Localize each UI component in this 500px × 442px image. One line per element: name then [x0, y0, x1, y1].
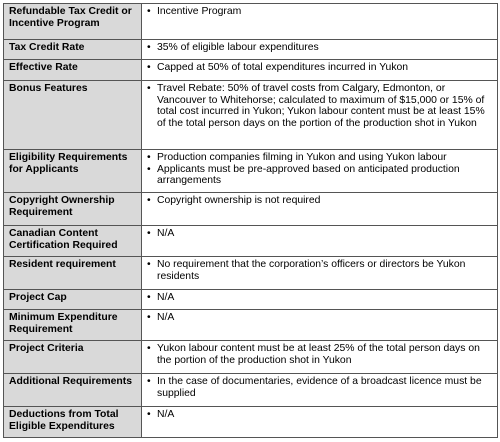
- row-value: [142, 374, 497, 406]
- incentive-table: [3, 3, 498, 438]
- list-item: [147, 312, 493, 324]
- bullet-icon: •: [147, 376, 151, 387]
- item-text: In the case of documentaries, evidence of a broadcast licence must be supplied: [157, 376, 482, 399]
- bullet-icon: •: [147, 409, 151, 420]
- item-text: N/A: [157, 409, 175, 420]
- row-value: [142, 407, 497, 437]
- item-text: 35% of eligible labour expenditures: [157, 42, 319, 53]
- item-text: Yukon labour content must be at least 25% of the total person days on the portion of the production shot in Yukon: [157, 343, 480, 366]
- bullet-icon: •: [147, 259, 151, 270]
- list-item: [147, 152, 493, 164]
- table-row: [4, 225, 497, 256]
- list-item: [147, 409, 493, 421]
- list-item: [147, 62, 493, 74]
- table-row: [4, 80, 497, 149]
- list-item: [147, 164, 493, 187]
- bullet-icon: •: [147, 42, 151, 53]
- item-text: No requirement that the corporation’s officers or directors be Yukon residents: [157, 259, 466, 282]
- row-label: Project Criteria: [4, 341, 142, 373]
- list-item: [147, 343, 493, 366]
- row-label: Resident requirement: [4, 257, 142, 289]
- row-label: Canadian Content Certification Required: [4, 226, 142, 256]
- item-text: N/A: [157, 312, 175, 323]
- row-value: [142, 40, 497, 59]
- row-label: Deductions from Total Eligible Expenditures: [4, 407, 142, 437]
- bullet-icon: •: [147, 292, 151, 303]
- list-item: [147, 376, 493, 399]
- row-value: [142, 193, 497, 225]
- table-row: [4, 4, 497, 39]
- list-item: [147, 228, 493, 240]
- row-value: [142, 226, 497, 256]
- item-text: Copyright ownership is not required: [157, 195, 321, 206]
- bullet-icon: •: [147, 312, 151, 323]
- row-label: Copyright Ownership Requirement: [4, 193, 142, 225]
- row-value: [142, 257, 497, 289]
- bullet-icon: •: [147, 6, 151, 17]
- bullet-icon: •: [147, 228, 151, 239]
- row-label: Project Cap: [4, 290, 142, 309]
- row-label: Effective Rate: [4, 60, 142, 80]
- bullet-icon: •: [147, 62, 151, 73]
- table-row: [4, 340, 497, 373]
- bullet-icon: •: [147, 83, 151, 94]
- list-item: [147, 42, 493, 54]
- list-item: [147, 83, 493, 129]
- row-value: [142, 60, 497, 80]
- row-value: [142, 290, 497, 309]
- bullet-icon: •: [147, 152, 151, 163]
- row-value: [142, 150, 497, 192]
- row-label: Tax Credit Rate: [4, 40, 142, 59]
- item-text: Production companies filming in Yukon and using Yukon labour: [157, 152, 447, 163]
- row-label: Minimum Expenditure Requirement: [4, 310, 142, 340]
- list-item: [147, 259, 493, 282]
- row-label: Additional Requirements: [4, 374, 142, 406]
- row-label: Refundable Tax Credit or Incentive Program: [4, 4, 142, 39]
- table-row: [4, 192, 497, 225]
- list-item: [147, 195, 493, 207]
- list-item: [147, 292, 493, 304]
- row-label: Eligibility Requirements for Applicants: [4, 150, 142, 192]
- row-value: [142, 341, 497, 373]
- row-value: [142, 310, 497, 340]
- row-label: Bonus Features: [4, 81, 142, 149]
- item-text: N/A: [157, 228, 175, 239]
- list-item: [147, 6, 493, 18]
- table-row: [4, 289, 497, 309]
- table-row: [4, 39, 497, 59]
- bullet-icon: •: [147, 163, 151, 175]
- table-row: [4, 149, 497, 192]
- item-text: Incentive Program: [157, 6, 242, 17]
- table-row: [4, 309, 497, 340]
- bullet-icon: •: [147, 195, 151, 206]
- row-value: [142, 81, 497, 149]
- table-row: [4, 373, 497, 406]
- item-text: Travel Rebate: 50% of travel costs from Calgary, Edmonton, or Vancouver to Whitehorse; calculated to maximum of $15,000 or 15% of total cost incurred in Yukon; Yukon labour content must be at least 15% of the total person days on the portion of the production shot in Yukon: [157, 83, 485, 129]
- item-text: Applicants must be pre-approved based on anticipated production arrangements: [157, 163, 460, 186]
- item-text: N/A: [157, 292, 175, 303]
- table-row: [4, 59, 497, 80]
- item-text: Capped at 50% of total expenditures incurred in Yukon: [157, 62, 409, 73]
- table-row: [4, 406, 497, 437]
- bullet-icon: •: [147, 343, 151, 354]
- table-row: [4, 256, 497, 289]
- row-value: [142, 4, 497, 39]
